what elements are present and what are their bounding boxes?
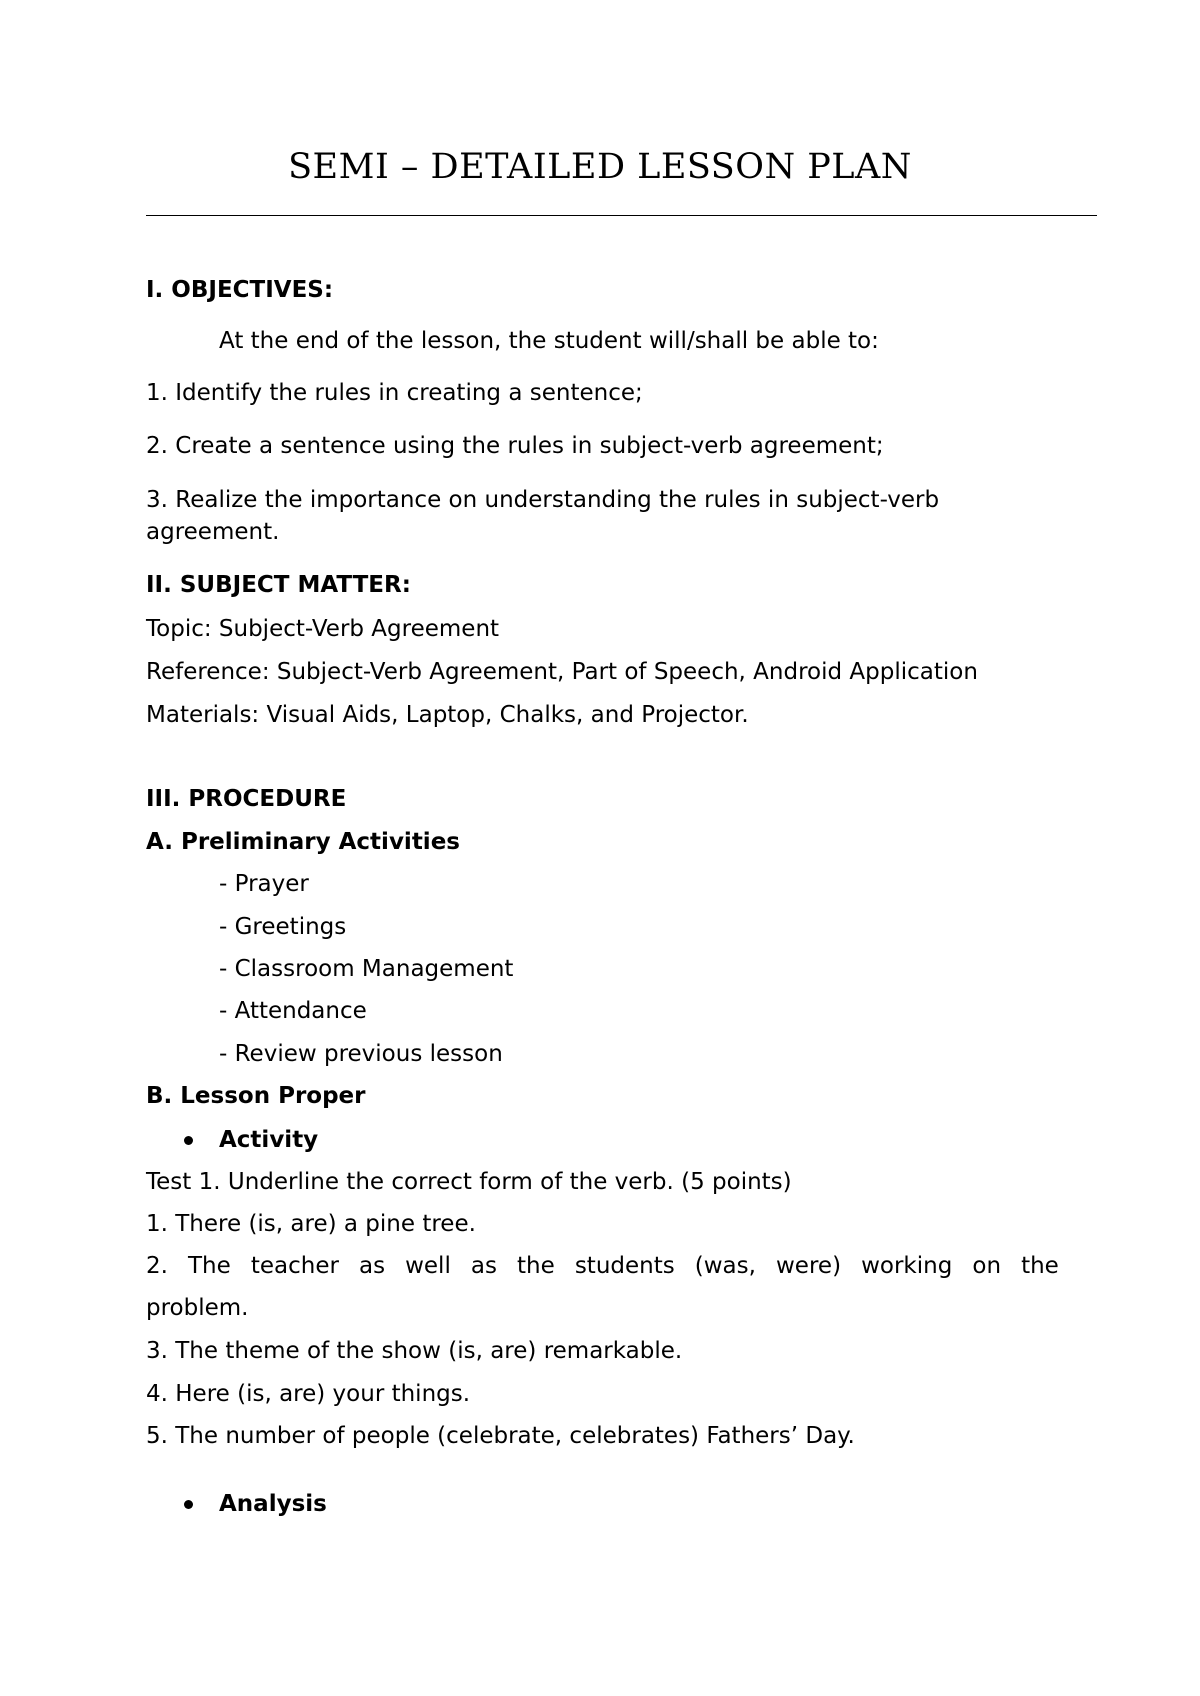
test-item-2-word: working	[861, 1253, 953, 1279]
preliminary-item-prayer: - Prayer	[219, 871, 309, 897]
lesson-proper-heading: B. Lesson Proper	[146, 1083, 366, 1109]
subject-topic: Topic: Subject-Verb Agreement	[146, 616, 500, 642]
bullet-icon	[184, 1500, 193, 1509]
test-item-2-word: (was,	[694, 1253, 756, 1279]
analysis-heading: Analysis	[219, 1491, 327, 1517]
subject-reference: Reference: Subject-Verb Agreement, Part of Speech, Android Application	[146, 659, 978, 685]
test-item-2-word: teacher	[250, 1253, 339, 1279]
objective-item-3-cont: agreement.	[146, 519, 280, 545]
test-instruction: Test 1. Underline the correct form of the verb. (5 points)	[146, 1169, 792, 1195]
test-item-2-cont: problem.	[146, 1295, 249, 1321]
objectives-heading: I. OBJECTIVES:	[146, 277, 334, 303]
subject-materials: Materials: Visual Aids, Laptop, Chalks, and Projector.	[146, 702, 749, 728]
test-item-2-word: as	[358, 1253, 386, 1279]
test-item-2-word: on	[972, 1253, 1002, 1279]
test-item-2-word: students	[574, 1253, 675, 1279]
page-title: SEMI – DETAILED LESSON PLAN	[288, 147, 912, 187]
test-item-3: 3. The theme of the show (is, are) remarkable.	[146, 1338, 683, 1364]
test-item-2-word: the	[1021, 1253, 1059, 1279]
test-item-4: 4. Here (is, are) your things.	[146, 1381, 471, 1407]
test-item-2	[146, 1251, 1059, 1281]
test-item-1: 1. There (is, are) a pine tree.	[146, 1211, 476, 1237]
test-item-2-word: were)	[776, 1253, 842, 1279]
subject-matter-heading: II. SUBJECT MATTER:	[146, 572, 411, 598]
preliminary-activities-heading: A. Preliminary Activities	[146, 829, 460, 855]
preliminary-item-review: - Review previous lesson	[219, 1041, 503, 1067]
test-item-2-word: well	[405, 1253, 451, 1279]
title-divider	[146, 215, 1097, 216]
test-item-2-word: as	[470, 1253, 497, 1279]
test-item-2-word: the	[517, 1253, 555, 1279]
objective-item-1: 1. Identify the rules in creating a sentence;	[146, 380, 643, 406]
preliminary-item-attendance: - Attendance	[219, 998, 367, 1024]
bullet-icon	[184, 1136, 193, 1145]
activity-heading: Activity	[219, 1127, 319, 1153]
test-item-5: 5. The number of people (celebrate, celebrates) Fathers’ Day.	[146, 1423, 855, 1449]
objective-item-3: 3. Realize the importance on understanding the rules in subject-verb	[146, 487, 940, 513]
procedure-heading: III. PROCEDURE	[146, 786, 347, 812]
preliminary-item-greetings: - Greetings	[219, 914, 347, 940]
preliminary-item-classroom-management: - Classroom Management	[219, 956, 514, 982]
test-item-2-word: 2.	[146, 1253, 168, 1279]
test-item-2-word: The	[188, 1253, 231, 1279]
objectives-intro: At the end of the lesson, the student will/shall be able to:	[219, 328, 879, 354]
objective-item-2: 2. Create a sentence using the rules in subject-verb agreement;	[146, 433, 884, 459]
